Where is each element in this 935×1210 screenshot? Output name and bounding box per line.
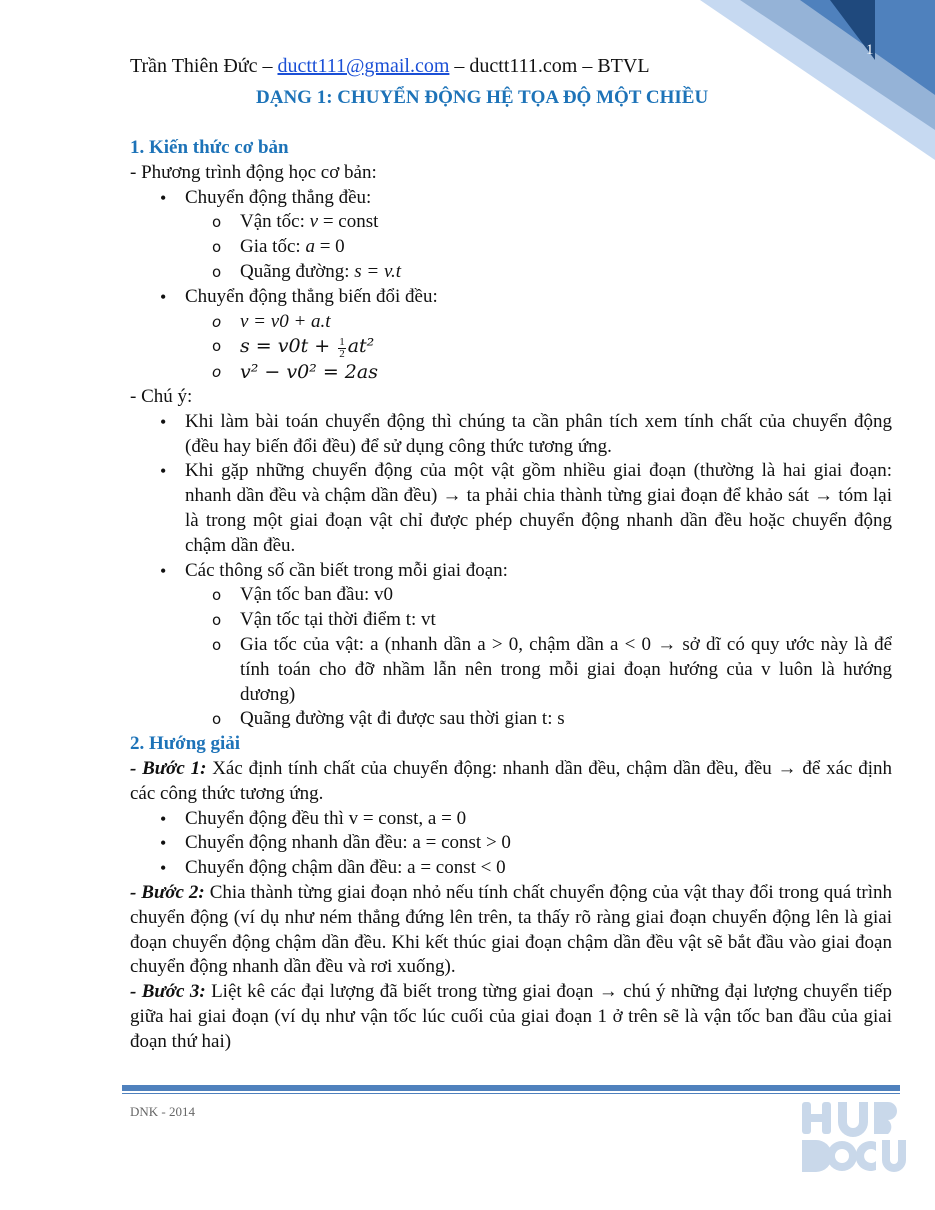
document-title: DẠNG 1: CHUYỂN ĐỘNG HỆ TỌA ĐỘ MỘT CHIỀU bbox=[256, 87, 709, 108]
uniform-distance: o Quãng đường: s = v.t bbox=[130, 260, 892, 285]
velocity-squared-equation: o v² − v0² = 2as bbox=[130, 360, 892, 385]
section1-intro: - Phương trình động học cơ bản: bbox=[130, 161, 377, 183]
hubdocu-logo-icon bbox=[798, 1098, 908, 1180]
step1-item: • Chuyển động đều thì v = const, a = 0 bbox=[130, 807, 892, 832]
step3-paragraph: - Bước 3: Liệt kê các đại lượng đã biết trong từng giai đoạn → chú ý những đại lượng chuyển tiếp giữa hai giai đoạn (ví dụ như vận tốc lúc cuối của giai đoạn 1 ở trên sẽ là vận tốc ban đầu của giai đoạn thứ hai) bbox=[130, 981, 892, 1052]
param-velocity-at-t: o Vận tốc tại thời điểm t: vt bbox=[130, 608, 892, 633]
email-link[interactable]: ductt111@gmail.com bbox=[277, 55, 450, 77]
velocity-equation: o v = v0 + a.t bbox=[130, 310, 892, 335]
footer-left-text: DNK - 2014 bbox=[130, 1104, 195, 1119]
note-item: • Các thông số cần biết trong mỗi giai đoạn: bbox=[130, 559, 892, 584]
section1-heading: 1. Kiến thức cơ bản bbox=[130, 137, 289, 158]
param-distance: o Quãng đường vật đi được sau thời gian t: s bbox=[130, 707, 892, 732]
step1-item: • Chuyển động chậm dần đều: a = const < 0 bbox=[130, 856, 892, 881]
section2-heading: 2. Hướng giải bbox=[130, 733, 241, 755]
footer-rule-thin bbox=[122, 1093, 900, 1094]
header-rest: – ductt111.com – BTVL bbox=[449, 55, 650, 77]
note-label: - Chú ý: bbox=[130, 385, 193, 407]
param-initial-velocity: o Vận tốc ban đầu: v0 bbox=[130, 583, 892, 608]
footer-rule bbox=[122, 1085, 900, 1091]
step2-paragraph: - Bước 2: Chia thành từng giai đoạn nhỏ nếu tính chất chuyển động của vật thay đổi trong quá trình chuyển động (ví dụ như ném thẳng đứng lên trên, ta thấy rõ ràng giai đoạn chuyển động lên là giai đoạn chuyển động chậm dần đều. Khi kết thúc giai đoạn chậm dần đều vật sẽ bắt đầu vào giai đoạn chuyển động nhanh dần đều và rơi xuống). bbox=[130, 881, 892, 978]
distance-equation: o s = v0t + $\frac{1}{2}$ at² bbox=[130, 334, 892, 360]
step1-item: • Chuyển động nhanh dần đều: a = const > 0 bbox=[130, 831, 892, 856]
page-header bbox=[130, 55, 650, 78]
document-body bbox=[130, 136, 892, 1054]
note-item: • Khi làm bài toán chuyển động thì chúng ta cần phân tích xem tính chất của chuyển động (đều hay biến đổi đều) để sử dụng công thức tương ứng. bbox=[130, 410, 892, 460]
uniform-acceleration: o Gia tốc: a = 0 bbox=[130, 235, 892, 260]
uniform-velocity: o Vận tốc: v = const bbox=[130, 210, 892, 235]
step1-paragraph: - Bước 1: Xác định tính chất của chuyển động: nhanh dần đều, chậm dần đều, đều → để xác định các công thức tương ứng. bbox=[130, 757, 892, 804]
param-acceleration: o Gia tốc của vật: a (nhanh dần a > 0, chậm dần a < 0 → sở dĩ có quy ước này là để tính toán cho đỡ nhầm lẫn nên trong mỗi giai đoạn hướng của v luôn là hướng dương) bbox=[130, 633, 892, 707]
header-author: Trần Thiên Đức – bbox=[130, 55, 278, 77]
uniform-motion-item: • Chuyển động thẳng đều: bbox=[130, 186, 892, 211]
note-item: • Khi gặp những chuyển động của một vật gồm nhiều giai đoạn (thường là hai giai đoạn: nhanh dần đều và chậm dần đều) → ta phải chia thành từng giai đoạn để khảo sát → tóm lại là trong một giai đoạn vật chỉ được phép chuyển động nhanh dần đều hoặc chuyển động chậm dần đều. bbox=[130, 459, 892, 558]
top-page-number: 1 bbox=[866, 42, 874, 58]
accelerated-motion-item: • Chuyển động thẳng biến đổi đều: bbox=[130, 285, 892, 310]
